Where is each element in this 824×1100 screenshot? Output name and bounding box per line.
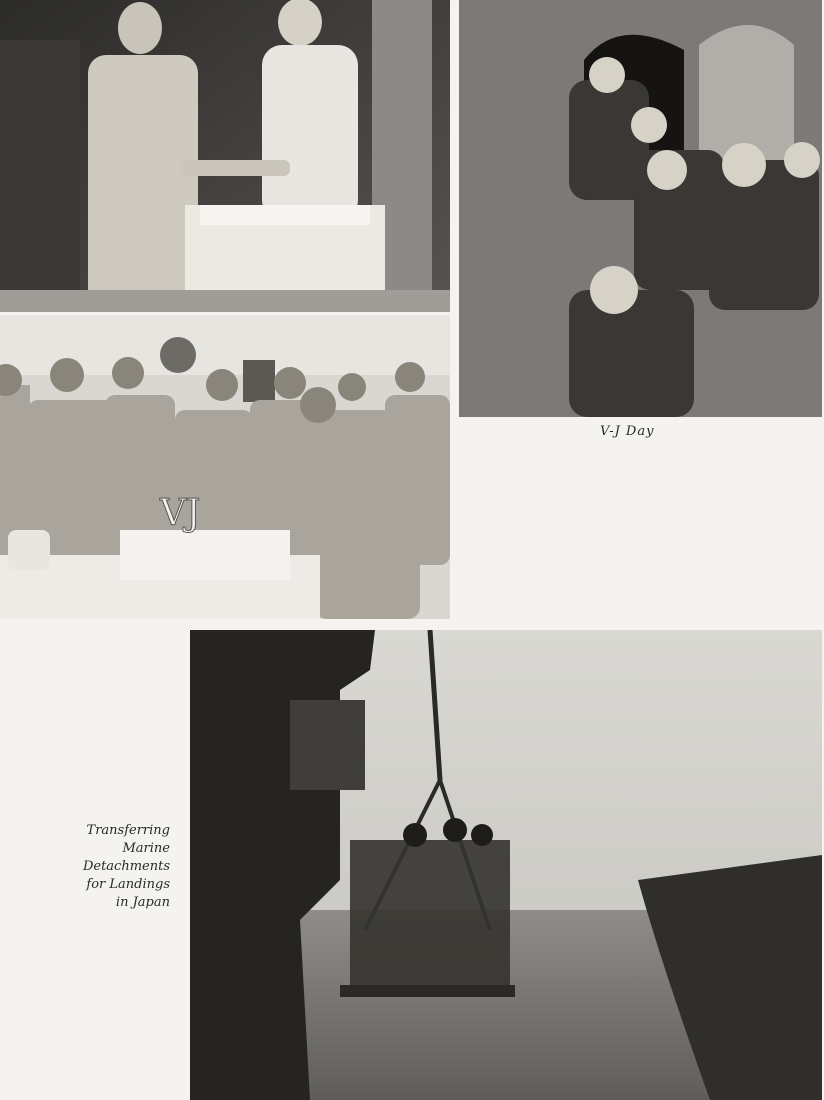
vj-day-caption: V-J Day [600,424,655,439]
transfer-caption-line: Transferring [86,823,170,838]
transfer-caption-line: Marine [122,841,170,856]
transfer-caption-line: in Japan [115,895,170,910]
svg-text:VJ: VJ [160,493,201,534]
photo-officers-vj-cake [0,315,450,619]
transfer-caption-line: Detachments [82,859,170,874]
photo-marines-cargo-net-transfer [190,630,822,1100]
photo-sailors-hatch [459,0,822,417]
photo-handshake-cake [0,0,450,312]
transfer-caption-line: for Landings [86,877,170,892]
transfer-caption [83,822,170,912]
